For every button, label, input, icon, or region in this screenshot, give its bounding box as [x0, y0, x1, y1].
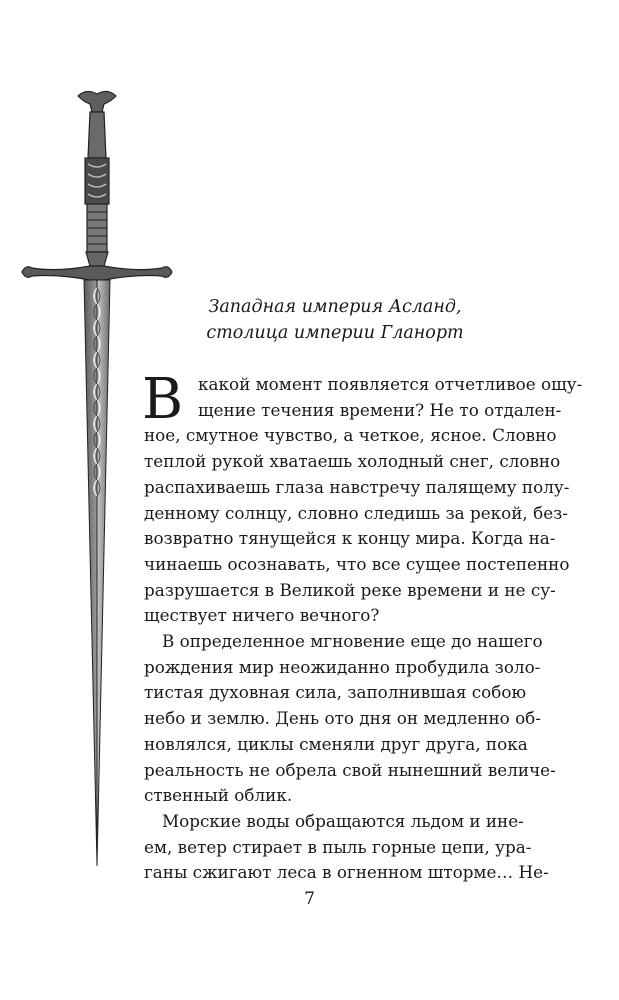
text-line: В определенное мгновение еще до нашего [162, 631, 543, 652]
paragraph-2 [144, 629, 556, 809]
drop-cap: В [142, 367, 184, 432]
text-line: чинаешь осознавать, что все сущее постепенно [144, 553, 570, 574]
text-line: ганы сжигают леса в огненном шторме… Не- [144, 862, 549, 883]
text-line: денному солнцу, словно следишь за рекой, без- [144, 502, 568, 523]
text-line: новлялся, циклы сменяли друг друга, пока [144, 733, 528, 754]
page-number: 7 [304, 889, 315, 909]
text-line: Морские воды обращаются льдом и ине- [162, 810, 524, 831]
text-line: реальность не обрела свой нынешний величе- [144, 759, 556, 780]
text-line: рождения мир неожиданно пробудила золо- [144, 656, 541, 677]
text-line: ем, ветер стирает в пыль горные цепи, ура- [144, 836, 532, 857]
text-line: теплой рукой хватаешь холодный снег, словно [144, 451, 561, 472]
text-line: ное, смутное чувство, а четкое, ясное. Словно [144, 425, 557, 446]
paragraph-3 [144, 809, 549, 886]
text-line: ственный облик. [144, 785, 293, 806]
text-line: тистая духовная сила, заполнившая собою [144, 682, 527, 703]
body-text [142, 367, 583, 886]
text-line: щение течения времени? Не то отдален- [198, 399, 562, 420]
epigraph-line-1: Западная империя Асланд, [208, 297, 462, 317]
text-line: небо и землю. День ото дня он медленно об- [144, 708, 541, 729]
epigraph [200, 294, 470, 346]
text-line: ществует ничего вечного? [144, 605, 380, 626]
paragraph-1 [142, 367, 583, 629]
text-line: разрушается в Великой реке времени и не су- [144, 579, 556, 600]
text-line: какой момент появляется отчетливое ощу- [198, 374, 583, 394]
text-line: возвратно тянущейся к концу мира. Когда на- [144, 528, 556, 549]
text-line: распахиваешь глаза навстречу палящему полу- [144, 476, 570, 497]
epigraph-line-2: столица империи Гланорт [206, 323, 464, 343]
